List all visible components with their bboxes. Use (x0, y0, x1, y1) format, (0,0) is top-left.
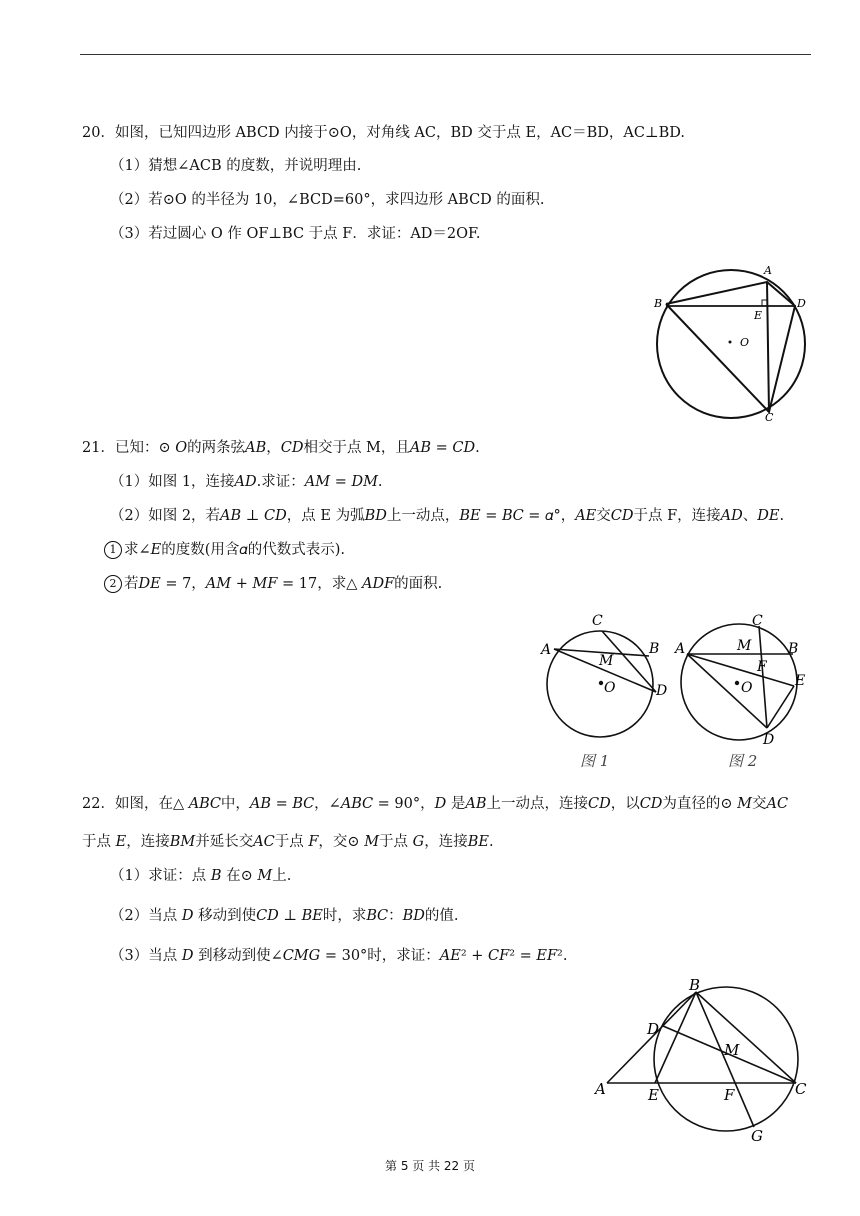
q21-sub1-number: 1 (104, 541, 122, 559)
q20-part1: （1）猜想∠ACB 的度数，并说明理由. (110, 158, 362, 174)
q21-fig2-label-M: M (737, 638, 752, 654)
q22-label-B: B (689, 976, 701, 994)
q20-label-B: B (654, 297, 663, 310)
q21-fig1-label-B: B (649, 641, 660, 657)
q21-fig2-label-C: C (752, 613, 763, 629)
q20-label-C: C (765, 411, 774, 424)
q22-stem-line2: 于点 𝐸，连接𝐵𝑀并延长交𝐴𝐶于点 𝐹，交⊙ 𝑀于点 𝐺，连接𝐵𝐸. (82, 834, 494, 850)
q20-label-A: A (764, 264, 772, 277)
q21-fig2-caption: 图 2 (728, 752, 758, 770)
q21-fig1-label-D: D (656, 683, 668, 699)
q20-part3: （3）若过圆心 O 作 OF⊥BC 于点 F．求证：AD＝2OF. (110, 226, 481, 242)
q22-label-G: G (751, 1127, 763, 1145)
q21-sub2 (104, 574, 442, 594)
q22-part1: （1）求证：点 𝐵 在⊙ 𝑀上. (110, 868, 292, 884)
q21-fig2-label-D: D (763, 732, 775, 748)
q22-stem-line1: 22．如图，在△ 𝐴𝐵𝐶中，𝐴𝐵 = 𝐵𝐶，∠𝐴𝐵𝐶 = 90°，𝐷 是𝐴𝐵上一动点，连接𝐶𝐷，以𝐶𝐷为直径的⊙ 𝑀交𝐴𝐶 (82, 796, 789, 812)
q21-fig2-label-A: A (675, 641, 686, 657)
q21-sub1-text: 求∠𝐸的度数(用含𝛼的代数式表示). (124, 542, 346, 558)
q20-stem: 20．如图，已知四边形 ABCD 内接于⊙O，对角线 AC，BD 交于点 E，AC＝BD，AC⊥BD. (82, 125, 686, 141)
q22-figure (590, 976, 820, 1146)
q21-fig1-label-A: A (541, 642, 552, 658)
header-rule (80, 54, 811, 55)
q22-label-E: E (648, 1086, 659, 1104)
q21-part1: （1）如图 1，连接𝐴𝐷.求证：𝐴𝑀 = 𝐷𝑀. (110, 474, 383, 490)
q21-sub2-text: 若𝐷𝐸 = 7，𝐴𝑀 + 𝑀𝐹 = 17，求△ 𝐴𝐷𝐹的面积. (124, 576, 443, 592)
q21-sub1 (104, 540, 345, 560)
q22-label-M: M (724, 1041, 740, 1059)
q21-stem: 21．已知：⊙ 𝑂的两条弦𝐴𝐵，𝐶𝐷相交于点 M，且𝐴𝐵 = 𝐶𝐷. (82, 440, 480, 456)
q22-label-F: F (724, 1086, 735, 1104)
q21-fig2-label-O: O (741, 680, 753, 696)
q21-figures (530, 604, 820, 774)
q21-part2: （2）如图 2，若𝐴𝐵 ⊥ 𝐶𝐷，点 E 为弧𝐵𝐷上一动点，𝐵𝐸 = 𝐵𝐶 = 𝛼°，𝐴𝐸交𝐶𝐷于点 F，连接𝐴𝐷、𝐷𝐸. (110, 508, 785, 524)
q22-label-C: C (795, 1080, 807, 1098)
q21-fig1-label-O: O (604, 680, 616, 696)
q21-fig1-label-M: M (599, 653, 614, 669)
q21-fig2-label-B: B (788, 641, 799, 657)
q21-fig1-caption: 图 1 (580, 752, 610, 770)
q22-label-D: D (647, 1020, 660, 1038)
q21-fig2-label-E: E (795, 673, 806, 689)
q20-label-E: E (754, 309, 763, 322)
q22-part2: （2）当点 𝐷 移动到使𝐶𝐷 ⊥ 𝐵𝐸时，求𝐵𝐶：𝐵𝐷的值. (110, 908, 459, 924)
q20-label-D: D (797, 297, 806, 310)
q20-label-O: O (740, 336, 750, 349)
q21-fig2-label-F: F (757, 659, 767, 675)
page-footer: 第 5 页 共 22 页 (385, 1159, 475, 1173)
q22-label-A: A (595, 1080, 606, 1098)
q22-part3: （3）当点 𝐷 到移动到使∠𝐶𝑀𝐺 = 30°时，求证：𝐴𝐸² + 𝐶𝐹² = 𝐸𝐹². (110, 948, 568, 964)
q20-figure (640, 258, 820, 426)
q20-part2: （2）若⊙O 的半径为 10，∠BCD=60°，求四边形 ABCD 的面积. (110, 192, 545, 208)
q21-sub2-number: 2 (104, 575, 122, 593)
q21-fig1-label-C: C (592, 613, 603, 629)
